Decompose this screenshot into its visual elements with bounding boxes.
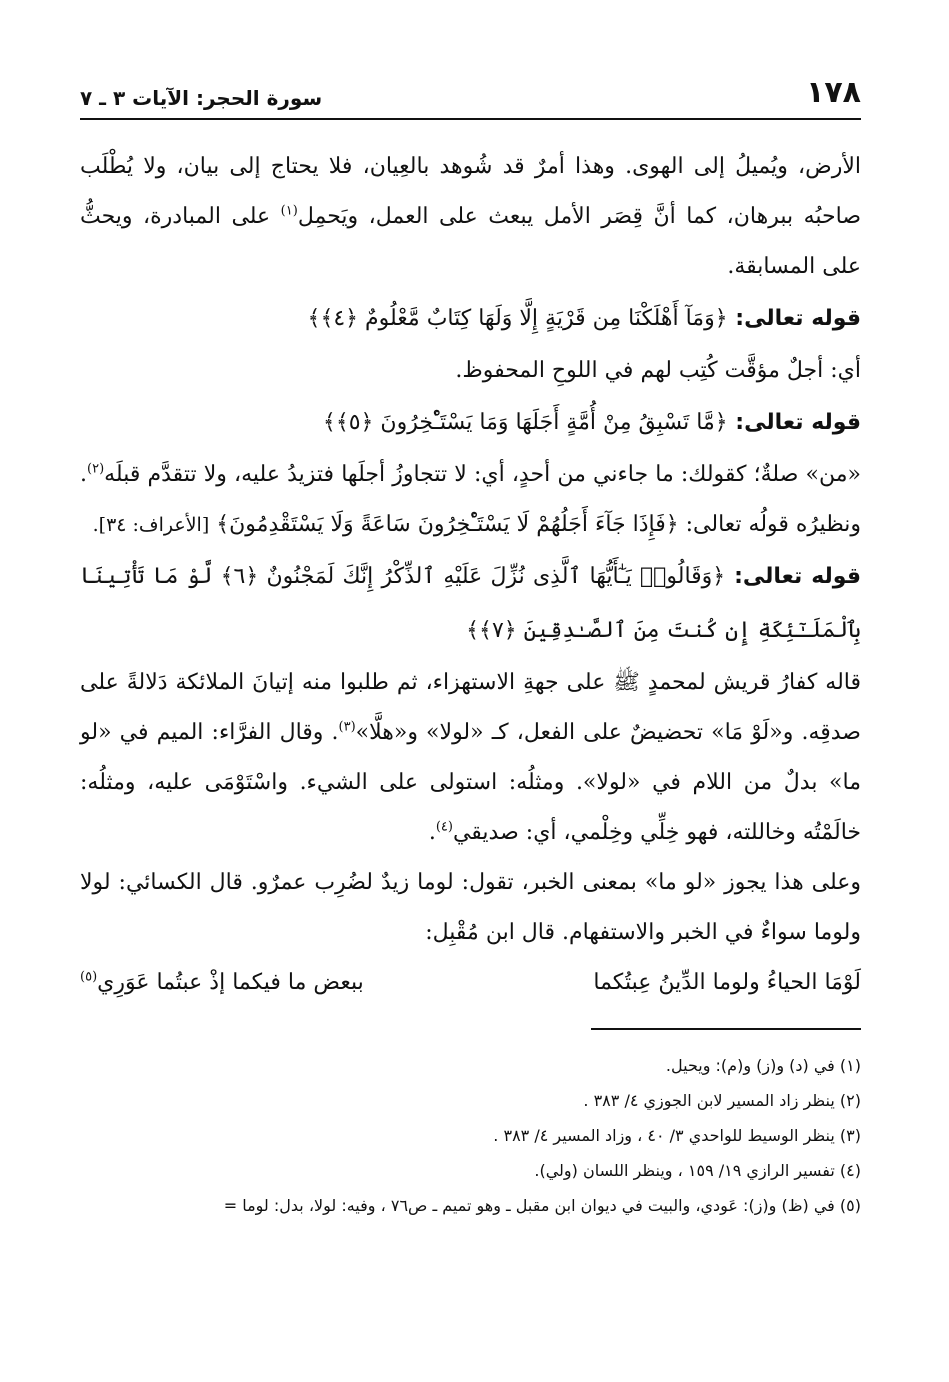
page-number: ١٧٨ — [806, 75, 861, 110]
footnote-ref-3: (٣) — [338, 719, 356, 735]
poem-verse — [80, 958, 861, 1008]
paragraph-3-text: «من» صلةٌ؛ كقولك: ما جاءني من أحدٍ، أي: لا تتجاوزُ أجلَها فتزيدُ عليه، ولا تتقدَّم قبلَه — [104, 462, 861, 487]
footnote-ref-2: (٢) — [87, 461, 105, 477]
main-text — [80, 142, 861, 1008]
verse-5-line — [80, 396, 861, 450]
running-title: سورة الحجر: الآيات ٣ ـ ٧ — [80, 86, 323, 110]
verse-4: ﴿وَمَآ أَهْلَكْنَا مِن قَرْيَةٍ إِلَّا وَلَهَا كِتَابٌ مَّعْلُومٌ ﴿٤﴾﴾ — [307, 306, 728, 331]
paragraph-1-end: على المبادرة، ويحثُّ على المسابقة. — [80, 204, 861, 279]
footnote-2: (٢) ينظر زاد المسير لابن الجوزي ٤/ ٣٨٣ . — [583, 1091, 861, 1110]
verse-label: قوله تعالى: — [727, 306, 861, 331]
footnote-3: (٣) ينظر الوسيط للواحدي ٣/ ٤٠ ، وزاد المسير ٤/ ٣٨٣ . — [493, 1126, 861, 1145]
paragraph-1 — [80, 142, 861, 292]
verse-5: ﴿مَّا تَسْبِقُ مِنْ أُمَّةٍ أَجَلَهَا وَمَا يَسْتَـْٔخِرُونَ ﴿٥﴾﴾ — [322, 410, 728, 435]
paragraph-4-end: . وقال الفرَّاء: الميم في «لو ما» بدلٌ من اللام في «لولا». ومثلُه: استولى على الشيء. واسْتَوْمَى عليه، ومثلُه: خالَمْتُه وخاللته، فهو خِلِّي وخِلْمي، أي: صديقي — [80, 720, 861, 845]
footnote-ref-1: (١) — [280, 203, 298, 219]
paragraph-5: وعلى هذا يجوز «لو ما» بمعنى الخبر، تقول: لوما زيدٌ لضُرِب عمرٌو. قال الكسائي: لولا ولوما سواءٌ في الخبر والاستفهام. قال ابن مُقْبِل: — [80, 870, 861, 945]
paragraph-4 — [80, 658, 861, 858]
poem-second-hemistich: ببعض ما فيكما إذْ عبتُما عَوَرِي — [97, 970, 364, 995]
verse-label: قوله تعالى: — [727, 410, 861, 435]
quoted-verse: ﴿فَإِذَا جَآءَ أَجَلُهُمْ لَا يَسْتَـْٔخِرُونَ سَاعَةً وَلَا يَسْتَقْدِمُونَ﴾ — [216, 512, 679, 537]
verse-6-7: ﴿وَقَالُوا۟ يَـٰٓأَيُّهَا ٱلَّذِى نُزِّلَ عَلَيْهِ ٱلذِّكْرُ إِنَّكَ لَمَجْنُونٌ ﴿٦﴾ لَّوْ مَا تَأْتِينَا بِٱلْمَلَـٰٓئِكَةِ إِن كُنتَ مِنَ ٱلصَّـٰدِقِينَ ﴿٧﴾﴾ — [80, 564, 861, 643]
footnote-1: (١) في (د) و(ز) و(م): ويحيل. — [665, 1056, 861, 1075]
poem-second-hemistich-wrap — [80, 958, 364, 1008]
footnote-5: (٥) في (ظ) و(ز): عَودي، والبيت في ديوان ابن مقبل ـ وهو تميم ـ ص٧٦ ، وفيه: لولا، بدل: لوما = — [223, 1196, 861, 1215]
paragraph-1-text: الأرض، ويُميلُ إلى الهوى. وهذا أمرٌ قد شُوهد بالعِيان، فلا يحتاج إلى بيان، ولا يُطْلَب صاحبُه ببرهان، كما أنَّ قِصَر الأمل يبعث على العمل، ويَحمِل — [80, 154, 861, 229]
verse-4-line — [80, 292, 861, 346]
paragraph-3 — [80, 450, 861, 550]
paragraph-2: أي: أجلٌ مؤقَّت كُتِب لهم في اللوحِ المحفوظ. — [455, 358, 861, 383]
paragraph-4-text: قاله كفارُ قريش لمحمدٍ ﷺ على جهةِ الاستهزاء، ثم طلبوا منه إتيانَ الملائكة دَلالةً على صدقِه. و«لَوْ مَا» تحضيضٌ على الفعل، كـ «لولا» و«هلَّا» — [80, 670, 861, 745]
verse-reference: [الأعراف: ٣٤]. — [92, 514, 210, 536]
poem-first-hemistich: لَوْمَا الحياءُ ولوما الدِّينُ عِبتُكما — [593, 970, 861, 995]
verse-label: قوله تعالى: — [725, 564, 862, 589]
paragraph-4-final: . — [428, 820, 436, 845]
page-header — [80, 70, 861, 120]
footnote-ref-5: (٥) — [80, 969, 98, 985]
footnote-4: (٤) تفسير الرازي ١٩/ ١٥٩ ، وينظر اللسان (ولي). — [534, 1161, 861, 1180]
paragraph-3-mid: . ونظيرُه قولُه تعالى: — [80, 462, 861, 537]
footnote-ref-4: (٤) — [435, 819, 453, 835]
footnote-divider — [591, 1028, 861, 1030]
verse-6-7-line — [80, 550, 861, 658]
footnotes — [80, 1048, 861, 1223]
